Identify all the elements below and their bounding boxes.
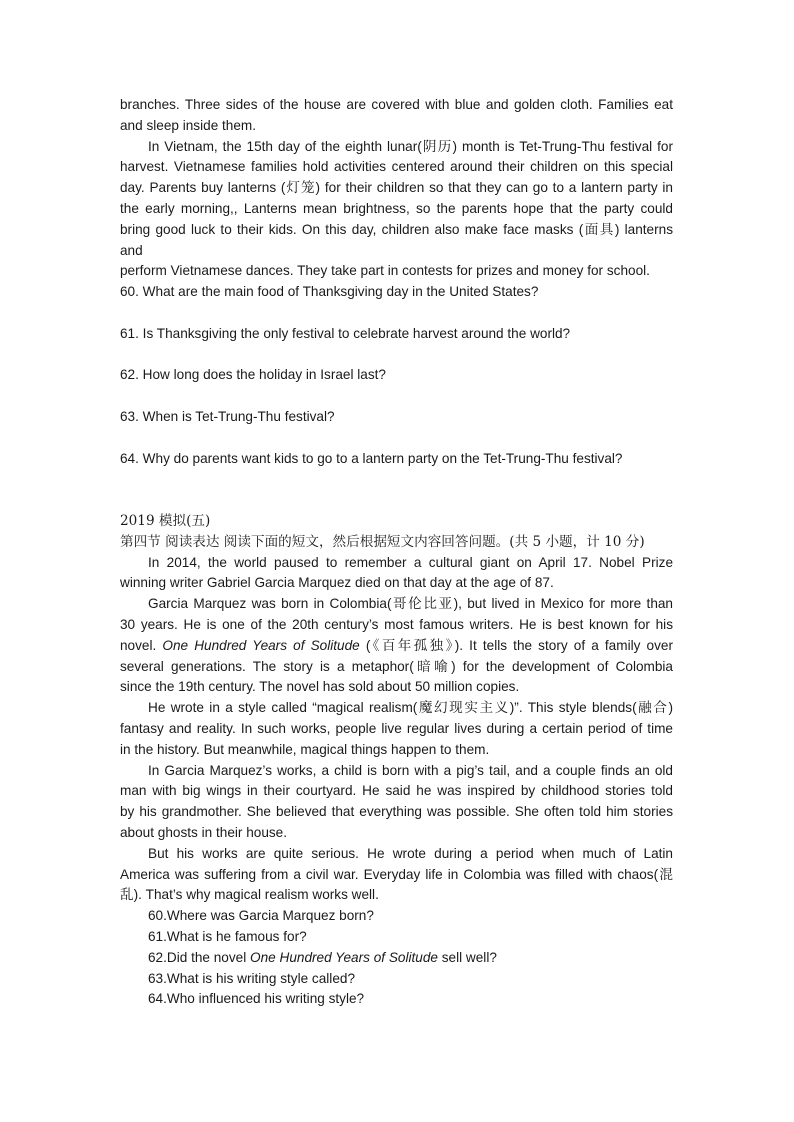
passage-line: several generations. The story is a metaphor(暗喻) for the development of Colombia bbox=[120, 658, 673, 674]
passage-line: about ghosts in their house. bbox=[120, 824, 288, 840]
passage-line: perform Vietnamese dances. They take part in contests for prizes and money for school. bbox=[120, 263, 650, 279]
question-list-1 bbox=[120, 449, 673, 470]
passage-line: branches. Three sides of the house are covered with blue and golden cloth. Families eat bbox=[120, 97, 673, 112]
passage-line: America was suffering from a civil war. Everyday life in Colombia was filled with chaos(混 bbox=[120, 866, 673, 882]
passage-line: harvest. Vietnamese families hold activities centered around their children on this special bbox=[120, 159, 673, 175]
question-text: 62.Did the novel bbox=[148, 949, 247, 965]
passage-line: fantasy and reality. In such works, people live regular lives during a certain period of time bbox=[120, 720, 673, 736]
question-60: 60. What are the main food of Thanksgiving day in the United States? bbox=[120, 284, 539, 299]
question-62: 62. How long does the holiday in Israel last? bbox=[120, 367, 386, 382]
section-heading: 2019 模拟(五) bbox=[120, 513, 211, 529]
question-63: 63. When is Tet-Trung-Thu festival? bbox=[120, 409, 335, 424]
passage-line: In 2014, the world paused to remember a cultural giant on April 17. Nobel Prize bbox=[148, 554, 673, 570]
passage-line: Garcia Marquez was born in Colombia(哥伦比亚), but lived in Mexico for more than bbox=[148, 596, 673, 612]
question-list-1 bbox=[120, 365, 673, 386]
passage-text: (《百年孤独》). It tells the story of a family over bbox=[365, 637, 673, 653]
passage-line: man with big wings in their courtyard. He said he was inspired by childhood stories told bbox=[120, 783, 673, 799]
question-60: 60.Where was Garcia Marquez born? bbox=[148, 908, 374, 924]
book-title: One Hundred Years of Solitude bbox=[162, 637, 360, 653]
question-list-1 bbox=[120, 324, 673, 345]
passage-line: 30 years. He is one of the 20th century’s most famous writers. He is best known for his bbox=[120, 616, 673, 632]
question-61: 61. Is Thanksgiving the only festival to celebrate harvest around the world? bbox=[120, 326, 571, 341]
question-text: sell well? bbox=[441, 949, 497, 965]
section-instruction: 第四节 阅读表达 阅读下面的短文，然后根据短文内容回答问题。(共 5 小题，计 10 分) bbox=[120, 533, 645, 550]
question-63: 63.What is his writing style called? bbox=[148, 970, 356, 986]
passage-line: But his works are quite serious. He wrote during a period when much of Latin bbox=[148, 845, 673, 861]
question-64: 64. Why do parents want kids to go to a lantern party on the Tet-Trung-Thu festival? bbox=[120, 451, 623, 466]
passage-text: novel. bbox=[120, 637, 157, 653]
question-62 bbox=[120, 948, 673, 969]
book-title: One Hundred Years of Solitude bbox=[250, 949, 438, 965]
passage-line: He wrote in a style called “magical realism(魔幻现实主义)”. This style blends(融合) bbox=[148, 700, 673, 716]
passage-line: winning writer Gabriel Garcia Marquez died on that day at the age of 87. bbox=[120, 575, 554, 591]
question-list-1 bbox=[120, 282, 673, 303]
passage-line: bring good luck to their kids. On this day, children also make face masks (面具) lanterns bbox=[120, 221, 673, 237]
passage-line: the early morning,, Lanterns mean brightness, so the parents hope that the party could bbox=[120, 200, 673, 216]
passage-line: by his grandmother. She believed that everything was possible. She often told him stories bbox=[120, 804, 673, 820]
section-2 bbox=[120, 511, 673, 1010]
passage-continuation bbox=[120, 95, 673, 282]
passage-line: since the 19th century. The novel has sold about 50 million copies. bbox=[120, 679, 520, 695]
passage-line: In Garcia Marquez’s works, a child is born with a pig’s tail, and a couple finds an old bbox=[148, 762, 673, 778]
passage-line: day. Parents buy lanterns (灯笼) for their children so that they can go to a lantern party in bbox=[120, 180, 673, 196]
passage-line: In Vietnam, the 15th day of the eighth lunar(阴历) month is Tet-Trung-Thu festival for bbox=[148, 138, 673, 154]
question-61: 61.What is he famous for? bbox=[148, 928, 307, 944]
passage-line: 乱). That’s why magical realism works well. bbox=[120, 887, 379, 903]
question-list-1 bbox=[120, 407, 673, 428]
passage-line bbox=[120, 636, 673, 657]
passage-line: in the history. But meanwhile, magical things happen to them. bbox=[120, 741, 490, 757]
question-64: 64.Who influenced his writing style? bbox=[148, 991, 365, 1007]
passage-line: and sleep inside them. bbox=[120, 117, 257, 133]
passage-line: and bbox=[120, 242, 143, 258]
